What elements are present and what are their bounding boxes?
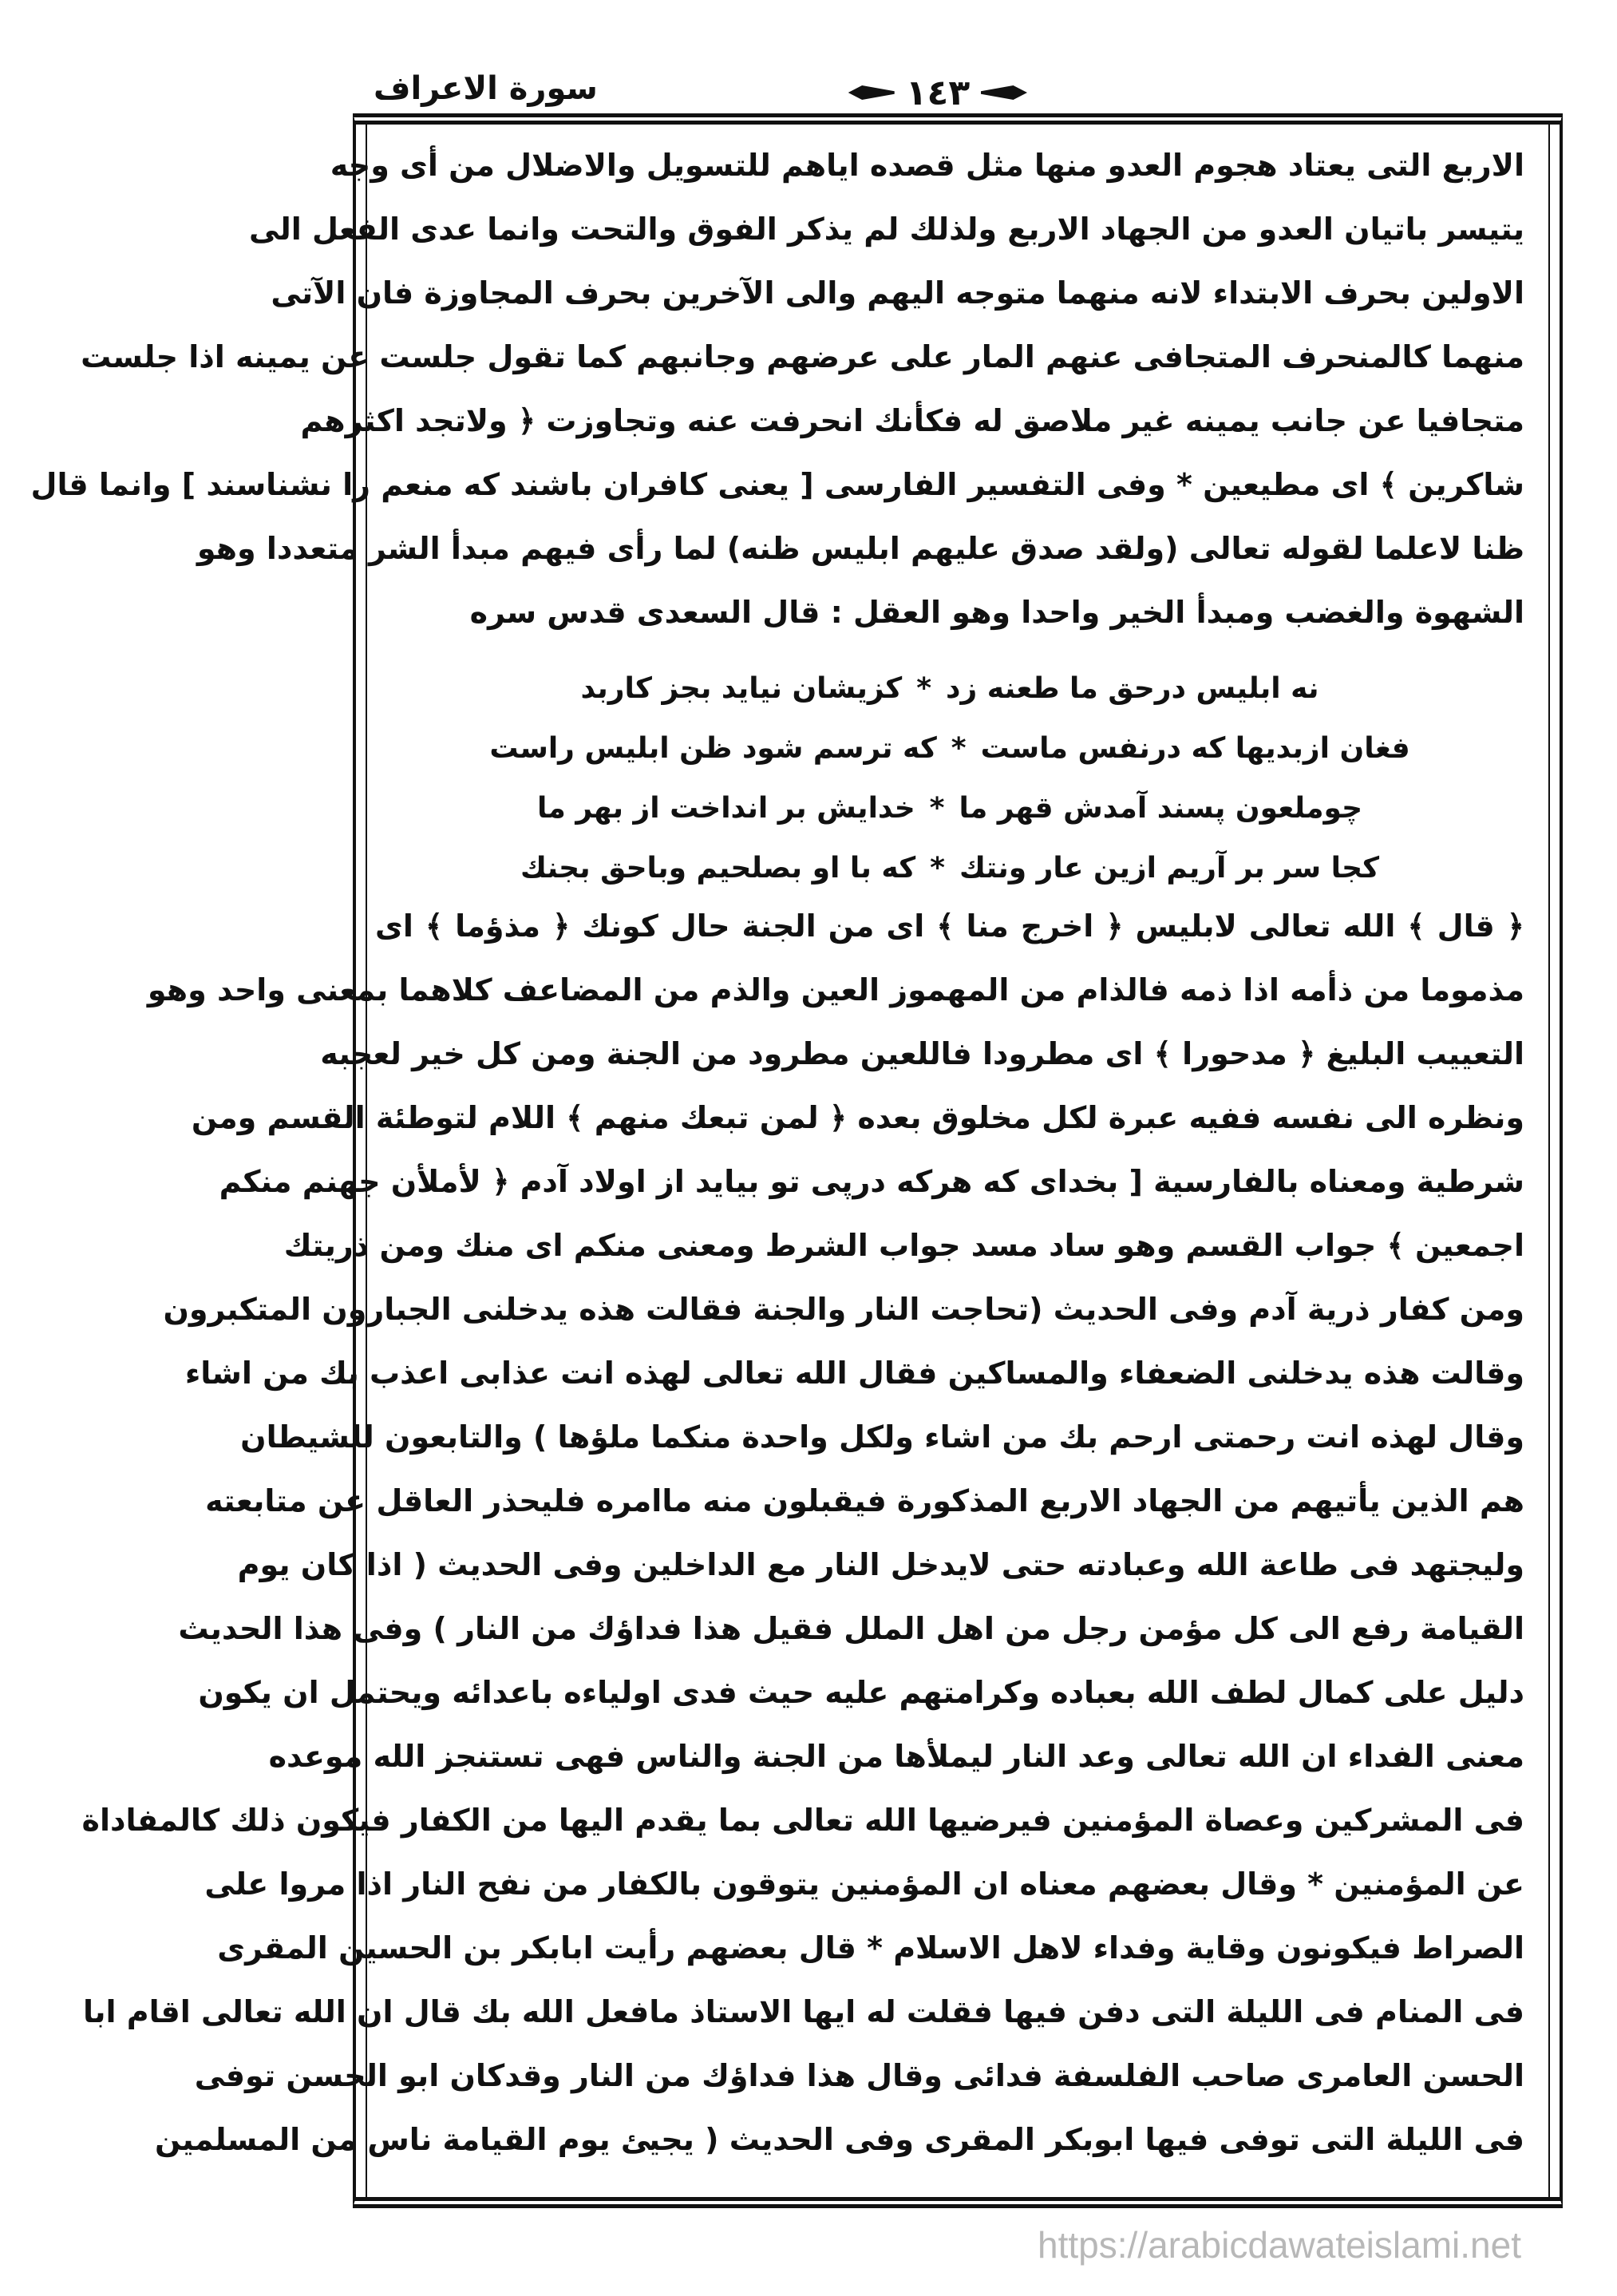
hemistich-first: نه ابليس درحق ما طعنه زد bbox=[946, 672, 1319, 705]
page-number: ١٤٣ bbox=[905, 72, 971, 113]
text-line: اجمعين ﴾ جواب القسم وهو ساد مسد جواب الشرط ومعنى منكم اى منك ومن ذريتك bbox=[283, 1228, 1524, 1263]
text-line: معنى الفداء ان الله تعالى وعد النار ليملأها من الجنة والناس فهى تستنجز الله موعده bbox=[268, 1739, 1524, 1774]
text-line: منهما كالمنحرف المتجافى عنهم المار على عرضهم وجانبهم كما تقول جلست عن يمينه اذا جلست bbox=[81, 339, 1524, 374]
text-line: الحسن العامرى صاحب الفلسفة فدائى وقال هذا فداؤك من النار وقدكان ابو الحسن توفى bbox=[194, 2058, 1524, 2093]
verse-separator: * bbox=[951, 732, 967, 765]
text-line: متجافيا عن جانب يمينه غير ملاصق له فكأنك انحرفت عنه وتجاوزت ﴿ ولاتجد اكثرهم bbox=[300, 403, 1524, 438]
poem-verse bbox=[375, 838, 1524, 898]
text-line: وقالت هذه يدخلنى الضعفاء والمساكين فقال الله تعالى لهذه انت عذابى اعذب بك من اشاء bbox=[184, 1356, 1524, 1391]
text-block-2 bbox=[81, 894, 1524, 2171]
text-line: يتيسر باتيان العدو من الجهاد الاربع ولذلك لم يذكر الفوق والتحت وانما عدى الفعل الى bbox=[249, 212, 1524, 247]
ornament-left-icon bbox=[848, 85, 895, 100]
poem-verse bbox=[375, 778, 1524, 838]
poem-verse bbox=[375, 718, 1524, 778]
poem-verse bbox=[375, 659, 1524, 718]
text-line: دليل على كمال لطف الله بعباده وكرامتهم عليه حيث فدى اولياءه باعدائه ويحتمل ان يكون bbox=[198, 1675, 1524, 1710]
text-line: هم الذين يأتيهم من الجهاد الاربع المذكورة فيقبلون منه ماامره فليحذر العاقل عن متابعته bbox=[205, 1483, 1524, 1518]
hemistich-first: كجا سر بر آريم ازين عار ونتك bbox=[959, 852, 1380, 885]
text-line: الاربع التى يعتاد هجوم العدو منها مثل قصده اياهم للتسويل والاضلال من أى وجه bbox=[330, 148, 1524, 183]
text-line: وليجتهد فى طاعة الله وعبادته حتى لايدخل النار مع الداخلين وفى الحديث ( اذا كان يوم bbox=[237, 1547, 1524, 1582]
text-line: فى المشركين وعصاة المؤمنين فيرضيها الله تعالى بما يقدم اليها من الكفار فيكون ذلك كالمفاداة bbox=[81, 1803, 1524, 1838]
text-line: ظنا لاعلما لقوله تعالى (ولقد صدق عليهم ابليس ظنه) لما رأى فيهم مبدأ الشر متعددا وهو bbox=[196, 531, 1524, 566]
text-line: التعييب البليغ ﴿ مدحورا ﴾ اى مطرودا فاللعين مطرود من الجنة ومن كل خير لعجبه bbox=[320, 1036, 1524, 1071]
text-block-1 bbox=[30, 133, 1524, 644]
text-line: مذموما من ذأمه اذا ذمه فالذام من المهموز العين والذم من المضاعف كلاهما بمعنى واحد وهو bbox=[147, 972, 1524, 1007]
verse-separator: * bbox=[929, 792, 945, 825]
poem bbox=[375, 659, 1524, 898]
watermark-url: https://arabicdawateislami.net bbox=[1038, 2224, 1521, 2266]
text-line: شرطية ومعناه بالفارسية [ بخداى كه هركه درپى تو بيايد از اولاد آدم ﴿ لأملأن جهنم منكم bbox=[219, 1164, 1524, 1199]
hemistich-second: كه ترسم شود ظن ابليس راست bbox=[489, 732, 937, 765]
hemistich-second: كه با او بصلحيم وباحق بجنك bbox=[520, 852, 916, 885]
text-line: الصراط فيكونون وقاية وفداء لاهل الاسلام * قال بعضهم رأيت ابابكر بن الحسين المقرى bbox=[217, 1930, 1524, 1965]
text-line: ونظره الى نفسه ففيه عبرة لكل مخلوق بعده ﴿ لمن تبعك منهم ﴾ اللام لتوطئة القسم ومن bbox=[191, 1100, 1524, 1135]
verse-separator: * bbox=[916, 672, 932, 705]
text-line: شاكرين ﴾ اى مطيعين * وفى التفسير الفارسى [ يعنى كافران باشند كه منعم را نشناسند ] وانما قال bbox=[30, 467, 1524, 502]
surah-title: سورة الاعراف bbox=[374, 70, 598, 107]
text-line: ﴿ قال ﴾ الله تعالى لابليس ﴿ اخرج منا ﴾ اى من الجنة حال كونك ﴿ مذؤما ﴾ اى bbox=[375, 909, 1524, 944]
ornament-right-icon bbox=[981, 85, 1027, 100]
text-line: ومن كفار ذرية آدم وفى الحديث (تحاجت النار والجنة فقالت هذه يدخلنى الجبارون المتكبرون bbox=[163, 1292, 1524, 1327]
hemistich-second: خدايش بر انداخت از بهر ما bbox=[536, 792, 915, 825]
hemistich-second: كزيشان نيايد بجز كاربد bbox=[580, 672, 903, 705]
text-line: وقال لهذه انت رحمتى ارحم بك من اشاء ولكل واحدة منكما ملؤها ) والتابعون للشيطان bbox=[240, 1419, 1524, 1455]
text-line: القيامة رفع الى كل مؤمن رجل من اهل الملل فقيل هذا فداؤك من النار ) وفى هذا الحديث bbox=[178, 1611, 1524, 1646]
verse-separator: * bbox=[930, 852, 945, 885]
hemistich-first: چوملعون پسند آمدش قهر ما bbox=[959, 792, 1363, 825]
page-number-header bbox=[830, 69, 1046, 117]
hemistich-first: فغان ازبديها كه درنفس ماست bbox=[980, 732, 1410, 765]
text-line: فى الليلة التى توفى فيها ابوبكر المقرى وفى الحديث ( يجيئ يوم القيامة ناس من المسلمين bbox=[155, 2122, 1524, 2157]
text-line: الشهوة والغضب ومبدأ الخير واحدا وهو العقل : قال السعدى قدس سره bbox=[469, 595, 1524, 630]
text-line: عن المؤمنين * وقال بعضهم معناه ان المؤمنين يتوقون بالكفار من نفح النار اذا مروا على bbox=[204, 1866, 1524, 1902]
text-line: فى المنام فى الليلة التى دفن فيها فقلت له ايها الاستاذ مافعل الله بك قال ان الله تعالى اقام ابا bbox=[82, 1994, 1524, 2029]
text-line: الاولين بحرف الابتداء لانه منهما متوجه اليهم والى الآخرين بحرف المجاوزة فان الآتى bbox=[271, 275, 1524, 311]
